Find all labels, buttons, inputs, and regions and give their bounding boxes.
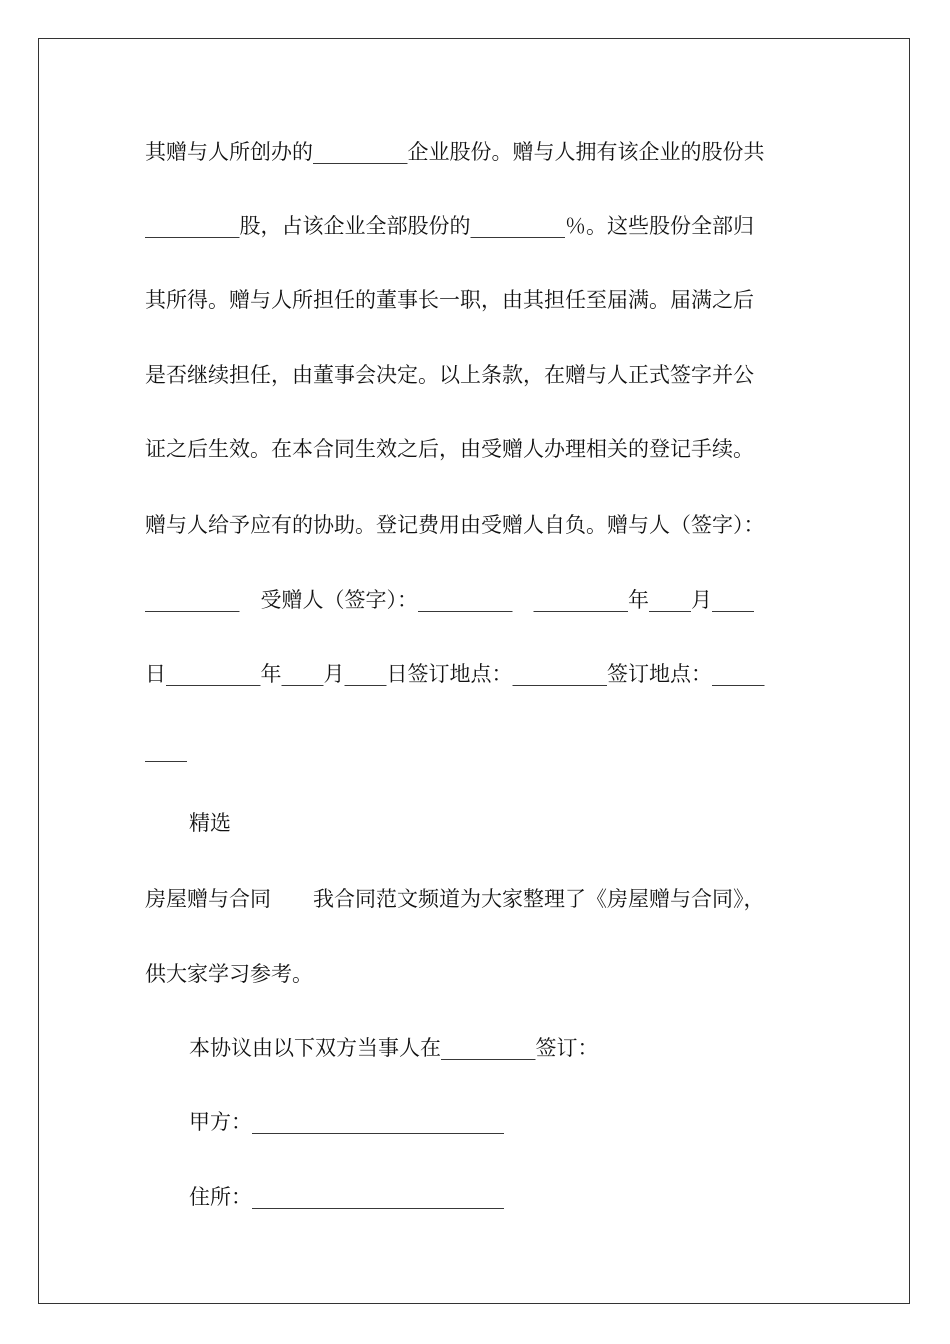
paragraph-line-3: 其所得。赠与人所担任的董事长一职，由其担任至届满。届满之后	[145, 288, 754, 312]
paragraph-line-4: 是否继续担任，由董事会决定。以上条款，在赠与人正式签字并公	[145, 363, 754, 387]
party-a-line: 甲方：________________________	[189, 1110, 504, 1134]
address-line: 住所：________________________	[189, 1185, 504, 1209]
intro-line: 供大家学习参考。	[145, 962, 313, 986]
signature-line: _________ 受赠人（签字）：_________ _________年____月____	[145, 588, 754, 612]
agreement-line: 本协议由以下双方当事人在_________签订：	[189, 1036, 599, 1060]
paragraph-line-5: 证之后生效。在本合同生效之后，由受赠人办理相关的登记手续。	[145, 437, 754, 461]
paragraph-line-1: 其赠与人所创办的_________企业股份。赠与人拥有该企业的股份共	[145, 140, 765, 164]
blank-line: ____	[145, 738, 187, 762]
date-location-line: 日_________年____月____日签订地点：_________签订地点：_____	[145, 662, 765, 686]
paragraph-line-6: 赠与人给予应有的协助。登记费用由受赠人自负。赠与人（签字）：	[145, 513, 765, 537]
paragraph-line-2: _________股，占该企业全部股份的_________％。这些股份全部归	[145, 214, 754, 238]
contract-title-line: 房屋赠与合同 我合同范文频道为大家整理了《房屋赠与合同》，	[145, 887, 765, 911]
section-label: 精选	[189, 811, 231, 835]
